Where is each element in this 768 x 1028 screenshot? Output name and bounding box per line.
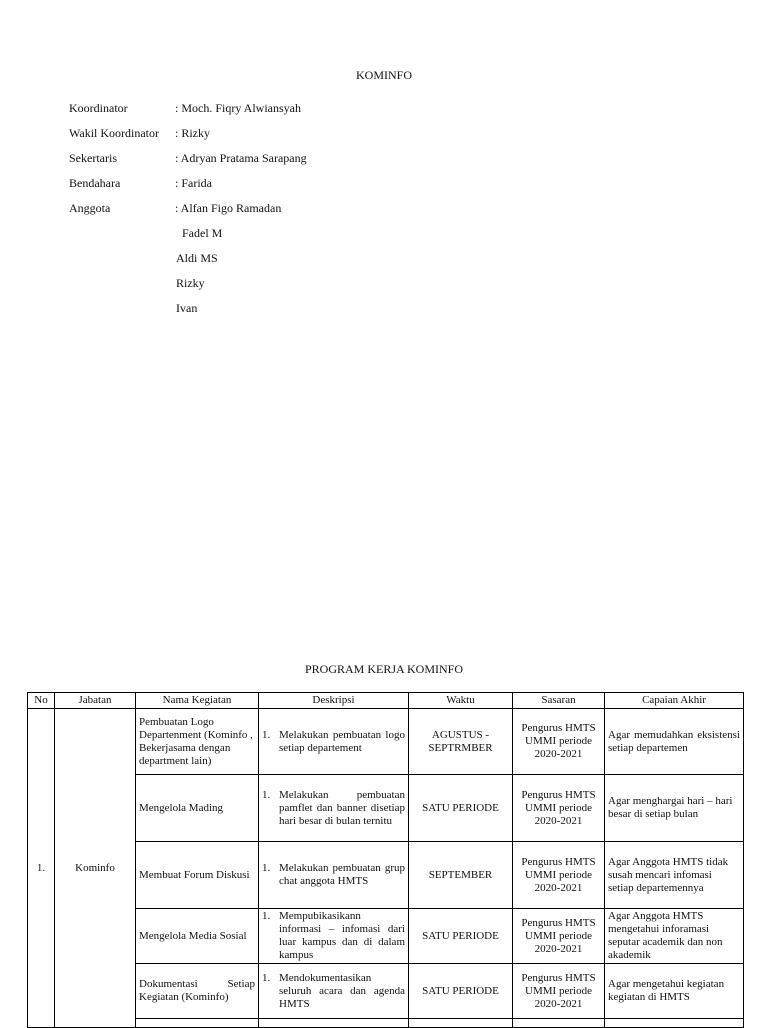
cell-deskripsi — [259, 964, 409, 1019]
cell-jabatan: Kominfo — [55, 709, 136, 1028]
cell-sasaran: Pengurus HMTS UMMI periode 2020-2021 — [513, 775, 605, 842]
org-member: Aldi MS — [176, 251, 218, 265]
table-row — [28, 709, 744, 775]
desc-text: Melakukan pembuatan logo setiap departement — [279, 728, 405, 754]
org-name: : Rizky — [175, 126, 210, 140]
org-name: : Adryan Pratama Sarapang — [175, 151, 307, 165]
list-number: 1. — [262, 728, 271, 741]
cell-kegiatan: Mengelola Media Sosial — [136, 909, 259, 964]
table-row — [28, 909, 744, 964]
org-row-sekertaris — [69, 146, 307, 171]
cell-deskripsi — [259, 775, 409, 842]
cell-deskripsi — [259, 709, 409, 775]
cell-waktu: SATU PERIODE — [409, 909, 513, 964]
cell-empty — [605, 1019, 744, 1028]
org-role: Wakil Koordinator — [69, 126, 160, 140]
org-name: : Alfan Figo Ramadan — [175, 201, 282, 215]
cell-waktu: SEPTEMBER — [409, 842, 513, 909]
org-member: Fadel M — [182, 226, 223, 240]
cell-empty — [409, 1019, 513, 1028]
desc-text: Melakukan pembuatan grup chat anggota HMTS — [279, 862, 405, 887]
list-number: 1. — [262, 910, 271, 922]
cell-empty — [136, 1019, 259, 1028]
cell-kegiatan: Dokumentasi Setiap Kegiatan (Kominfo) — [136, 964, 259, 1019]
cell-capaian: Agar Anggota HMTS mengetahui inforamasi seputar academik dan non akademik — [605, 909, 744, 964]
organization-list — [69, 96, 307, 321]
cell-capaian: Agar memudahkan eksistensi setiap departemen — [605, 709, 744, 775]
cell-kegiatan: Pembuatan Logo Departenment (Kominfo , Bekerjasama dengan department lain) — [136, 709, 259, 775]
header-nama-kegiatan: Nama Kegiatan — [136, 693, 259, 709]
cell-kegiatan: Membuat Forum Diskusi — [136, 842, 259, 909]
header-sasaran: Sasaran — [513, 693, 605, 709]
header-waktu: Waktu — [409, 693, 513, 709]
list-number: 1. — [262, 788, 271, 801]
org-row-anggota — [69, 196, 307, 221]
cell-waktu: SATU PERIODE — [409, 964, 513, 1019]
header-no: No — [28, 693, 55, 709]
program-table — [27, 692, 744, 1028]
table-row — [28, 775, 744, 842]
cell-capaian: Agar menghargai hari – hari besar di setiap bulan — [605, 775, 744, 842]
org-name: : Moch. Fiqry Alwiansyah — [175, 101, 301, 115]
org-role: Anggota — [69, 201, 111, 215]
header-capaian-akhir: Capaian Akhir — [605, 693, 744, 709]
page-title: KOMINFO — [355, 68, 412, 82]
org-member: Rizky — [176, 276, 205, 290]
org-row-koordinator — [69, 96, 307, 121]
cell-empty — [513, 1019, 605, 1028]
cell-waktu: AGUSTUS - SEPTRMBER — [409, 709, 513, 775]
list-number: 1. — [262, 971, 271, 984]
org-member: Ivan — [176, 301, 198, 315]
cell-no: 1. — [28, 709, 55, 1028]
cell-sasaran: Pengurus HMTS UMMI periode 2020-2021 — [513, 709, 605, 775]
org-row-wakil-koordinator — [69, 121, 307, 146]
header-jabatan: Jabatan — [55, 693, 136, 709]
table-row-partial — [28, 1019, 744, 1028]
desc-text: Mendokumentasikan seluruh acara dan agenda HMTS — [279, 971, 405, 1010]
cell-empty — [259, 1019, 409, 1028]
table-header-row — [28, 693, 744, 709]
org-role: Sekertaris — [69, 151, 117, 165]
org-role: Bendahara — [69, 176, 121, 190]
cell-capaian: Agar mengetahui kegiatan kegiatan di HMTS — [605, 964, 744, 1019]
cell-capaian: Agar Anggota HMTS tidak susah mencari infomasi setiap departemennya — [605, 842, 744, 909]
cell-sasaran: Pengurus HMTS UMMI periode 2020-2021 — [513, 909, 605, 964]
cell-sasaran: Pengurus HMTS UMMI periode 2020-2021 — [513, 964, 605, 1019]
cell-deskripsi — [259, 909, 409, 964]
cell-sasaran: Pengurus HMTS UMMI periode 2020-2021 — [513, 842, 605, 909]
cell-kegiatan: Mengelola Mading — [136, 775, 259, 842]
org-row-bendahara — [69, 171, 307, 196]
cell-deskripsi — [259, 842, 409, 909]
desc-text: Mempubikasikann informasi – infomasi dari luar kampus dan di dalam kampus — [279, 910, 405, 961]
program-title: PROGRAM KERJA KOMINFO — [304, 662, 464, 676]
org-name: : Farida — [175, 176, 212, 190]
org-role: Koordinator — [69, 101, 128, 115]
list-number: 1. — [262, 862, 271, 874]
desc-text: Melakukan pembuatan pamflet dan banner disetiap hari besar di bulan ternitu — [279, 788, 405, 827]
cell-waktu: SATU PERIODE — [409, 775, 513, 842]
table-row — [28, 964, 744, 1019]
table-row — [28, 842, 744, 909]
header-deskripsi: Deskripsi — [259, 693, 409, 709]
